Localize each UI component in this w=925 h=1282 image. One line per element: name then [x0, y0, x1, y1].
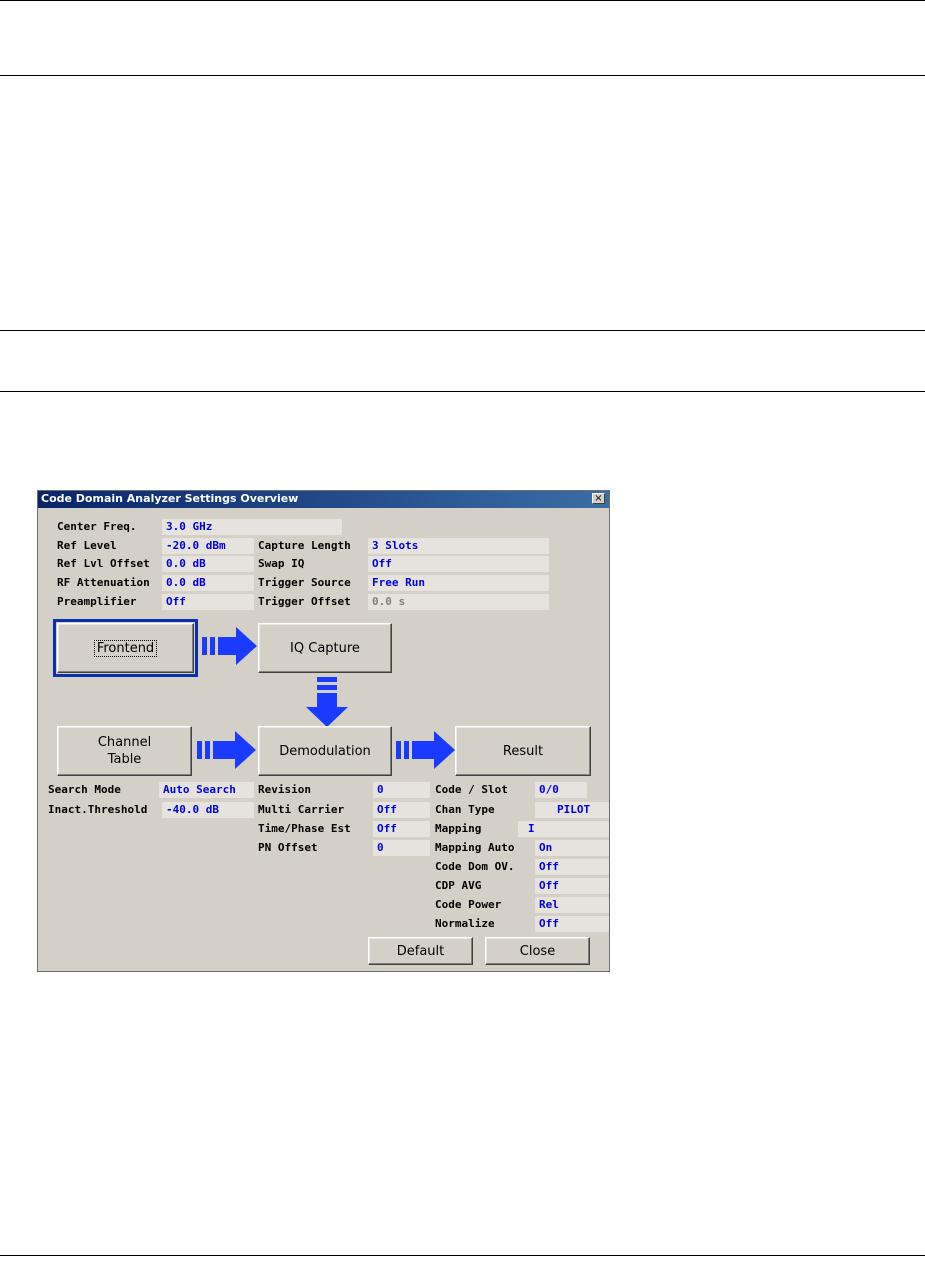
trigger-source-label: Trigger Source — [258, 576, 351, 589]
ref-level-label: Ref Level — [57, 539, 117, 552]
chan-type-label: Chan Type — [435, 803, 495, 816]
pn-offset-label: PN Offset — [258, 841, 318, 854]
mapping-auto-value[interactable]: On — [535, 840, 609, 856]
inact-threshold-value[interactable]: -40.0 dB — [162, 802, 254, 818]
multi-carrier-label: Multi Carrier — [258, 803, 345, 816]
section-rule-2 — [0, 391, 925, 392]
code-power-value[interactable]: Rel — [535, 897, 609, 913]
chan-type-value[interactable]: PILOT — [535, 802, 609, 818]
preamplifier-value[interactable]: Off — [162, 594, 254, 610]
mapping-label: Mapping — [435, 822, 482, 835]
rf-attenuation-label: RF Attenuation — [57, 576, 150, 589]
swap-iq-value[interactable]: Off — [368, 556, 549, 572]
cdp-avg-value[interactable]: Off — [535, 878, 609, 894]
search-mode-value[interactable]: Auto Search — [159, 782, 254, 798]
channel-table-button-line2: Table — [107, 752, 142, 767]
channel-table-button-line1: Channel — [97, 735, 152, 750]
trigger-source-value[interactable]: Free Run — [368, 575, 549, 591]
code-dom-ov-value[interactable]: Off — [535, 859, 609, 875]
result-button[interactable] — [455, 726, 591, 776]
frontend-button-label: Frontend — [94, 640, 157, 657]
ref-lvl-offset-label: Ref Lvl Offset — [57, 557, 150, 570]
demodulation-button[interactable] — [258, 726, 392, 776]
revision-value[interactable]: 0 — [373, 782, 430, 798]
dialog-title-bar — [38, 491, 609, 508]
normalize-value[interactable]: Off — [535, 916, 609, 932]
settings-overview-dialog — [37, 490, 610, 972]
normalize-label: Normalize — [435, 917, 495, 930]
revision-label: Revision — [258, 783, 311, 796]
mapping-value[interactable]: I — [518, 821, 609, 837]
multi-carrier-value[interactable]: Off — [373, 802, 430, 818]
code-slot-label: Code / Slot — [435, 783, 508, 796]
channel-table-button[interactable] — [57, 726, 192, 776]
capture-length-value[interactable]: 3 Slots — [368, 538, 549, 554]
default-button[interactable] — [368, 937, 473, 965]
capture-length-label: Capture Length — [258, 539, 351, 552]
header-rule — [0, 75, 925, 76]
rf-attenuation-value[interactable]: 0.0 dB — [162, 575, 254, 591]
trigger-offset-value[interactable]: 0.0 s — [368, 594, 549, 610]
iq-capture-button[interactable] — [258, 623, 392, 673]
default-button-label: Default — [396, 943, 445, 959]
ref-level-value[interactable]: -20.0 dBm — [162, 538, 254, 554]
arrow-channel-to-demod-icon — [197, 731, 257, 769]
search-mode-label: Search Mode — [48, 783, 121, 796]
close-button-label: Close — [519, 943, 556, 959]
mapping-auto-label: Mapping Auto — [435, 841, 515, 854]
demodulation-button-label: Demodulation — [279, 743, 371, 759]
section-rule-1 — [0, 330, 925, 331]
center-freq-label: Center Freq. — [57, 520, 137, 533]
close-icon[interactable]: × — [592, 493, 605, 504]
top-rule — [0, 0, 925, 1]
frontend-button[interactable] — [57, 623, 194, 673]
code-dom-ov-label: Code Dom OV. — [435, 860, 515, 873]
arrow-demod-to-result-icon — [396, 731, 456, 769]
swap-iq-label: Swap IQ — [258, 557, 305, 570]
time-phase-est-label: Time/Phase Est — [258, 822, 351, 835]
ref-lvl-offset-value[interactable]: 0.0 dB — [162, 556, 254, 572]
dialog-title: Code Domain Analyzer Settings Overview — [41, 492, 299, 505]
close-button[interactable] — [485, 937, 590, 965]
inact-threshold-label: Inact.Threshold — [48, 803, 148, 816]
time-phase-est-value[interactable]: Off — [373, 821, 430, 837]
center-freq-value[interactable]: 3.0 GHz — [162, 519, 342, 535]
arrow-iq-to-demod-icon — [306, 677, 348, 727]
bottom-rule — [0, 1255, 925, 1256]
code-power-label: Code Power — [435, 898, 502, 911]
preamplifier-label: Preamplifier — [57, 595, 137, 608]
result-button-label: Result — [502, 743, 544, 759]
trigger-offset-label: Trigger Offset — [258, 595, 351, 608]
code-slot-value[interactable]: 0/0 — [535, 782, 587, 798]
cdp-avg-label: CDP AVG — [435, 879, 482, 892]
iq-capture-button-label: IQ Capture — [290, 640, 360, 656]
pn-offset-value[interactable]: 0 — [373, 840, 430, 856]
arrow-frontend-to-iq-icon — [202, 627, 258, 665]
